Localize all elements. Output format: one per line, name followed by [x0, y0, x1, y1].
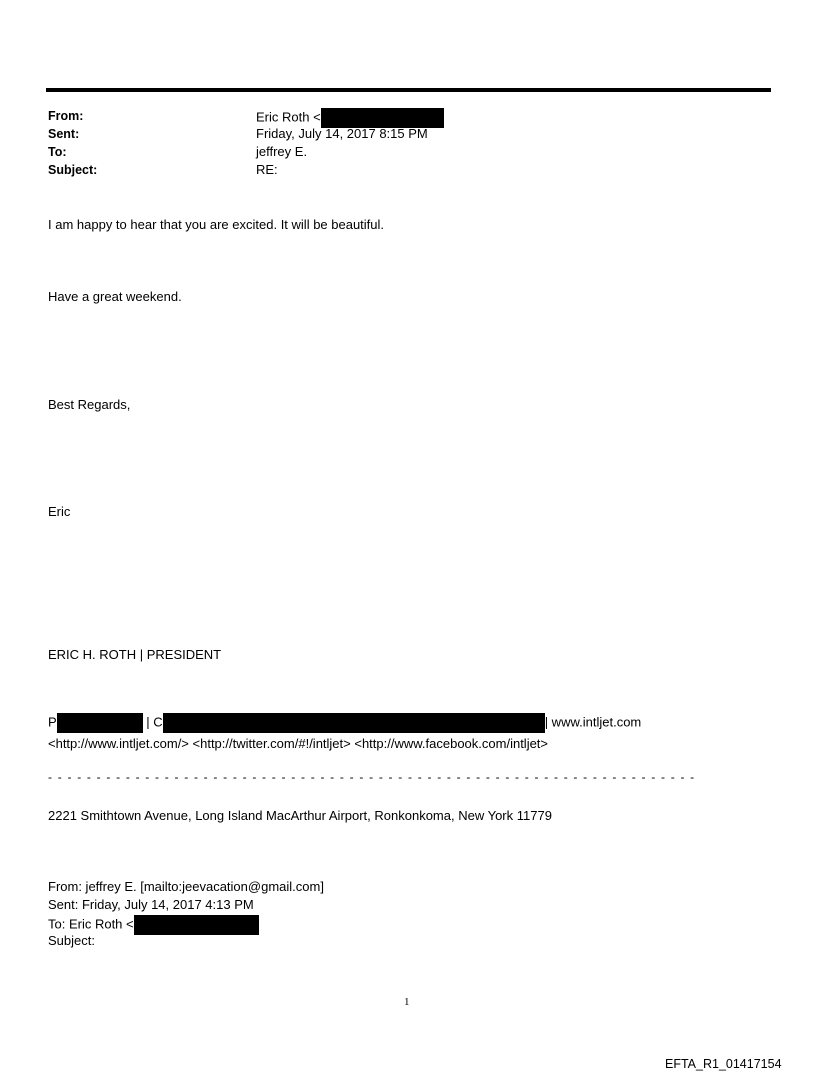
signature-contact-line	[48, 713, 641, 733]
contact-phone-label: P	[48, 714, 57, 730]
subject-label: Subject:	[48, 163, 98, 177]
body-line-2: Have a great weekend.	[48, 289, 182, 304]
page-number: 1	[404, 996, 410, 1008]
signature-address: 2221 Smithtown Avenue, Long Island MacArthur Airport, Ronkonkoma, New York 11779	[48, 808, 552, 823]
document-id: EFTA_R1_01417154	[665, 1057, 782, 1071]
quoted-to-name: To: Eric Roth <	[48, 916, 134, 932]
body-line-1: I am happy to hear that you are excited. It will be beautiful.	[48, 217, 385, 232]
header-rule	[46, 88, 771, 92]
subject-value: RE:	[256, 162, 278, 177]
redaction-box	[321, 108, 444, 128]
redaction-box	[134, 915, 259, 935]
redaction-box	[57, 713, 143, 733]
body-line-3: Best Regards,	[48, 397, 131, 412]
to-label: To:	[48, 145, 67, 159]
signature-links[interactable]: <http://www.intljet.com/> <http://twitter.com/#!/intljet> <http://www.facebook.com/intljet>	[48, 736, 549, 751]
to-value: jeffrey E.	[256, 144, 308, 159]
from-label: From:	[48, 109, 84, 123]
signature-divider: - - - - - - - - - - - - - - - - - - - - - - - - - - - - - - - - - - - - - - - - - - - - - - - - - - - - - - - - - - - - - - - - - - -	[48, 770, 696, 784]
quoted-sent: Sent: Friday, July 14, 2017 4:13 PM	[48, 897, 254, 912]
sent-label: Sent:	[48, 127, 80, 141]
from-value	[256, 108, 444, 128]
contact-website[interactable]: | www.intljet.com	[544, 714, 642, 730]
body-line-4: Eric	[48, 504, 71, 519]
quoted-to	[48, 915, 259, 935]
quoted-subject: Subject:	[48, 933, 95, 948]
from-name: Eric Roth <	[256, 109, 321, 125]
quoted-from: From: jeffrey E. [mailto:jeevacation@gmail.com]	[48, 879, 324, 894]
redaction-box	[163, 713, 545, 733]
signature-name-title: ERIC H. ROTH | PRESIDENT	[48, 647, 222, 662]
sent-value: Friday, July 14, 2017 8:15 PM	[256, 126, 428, 141]
contact-cell-label: | C	[146, 714, 163, 730]
